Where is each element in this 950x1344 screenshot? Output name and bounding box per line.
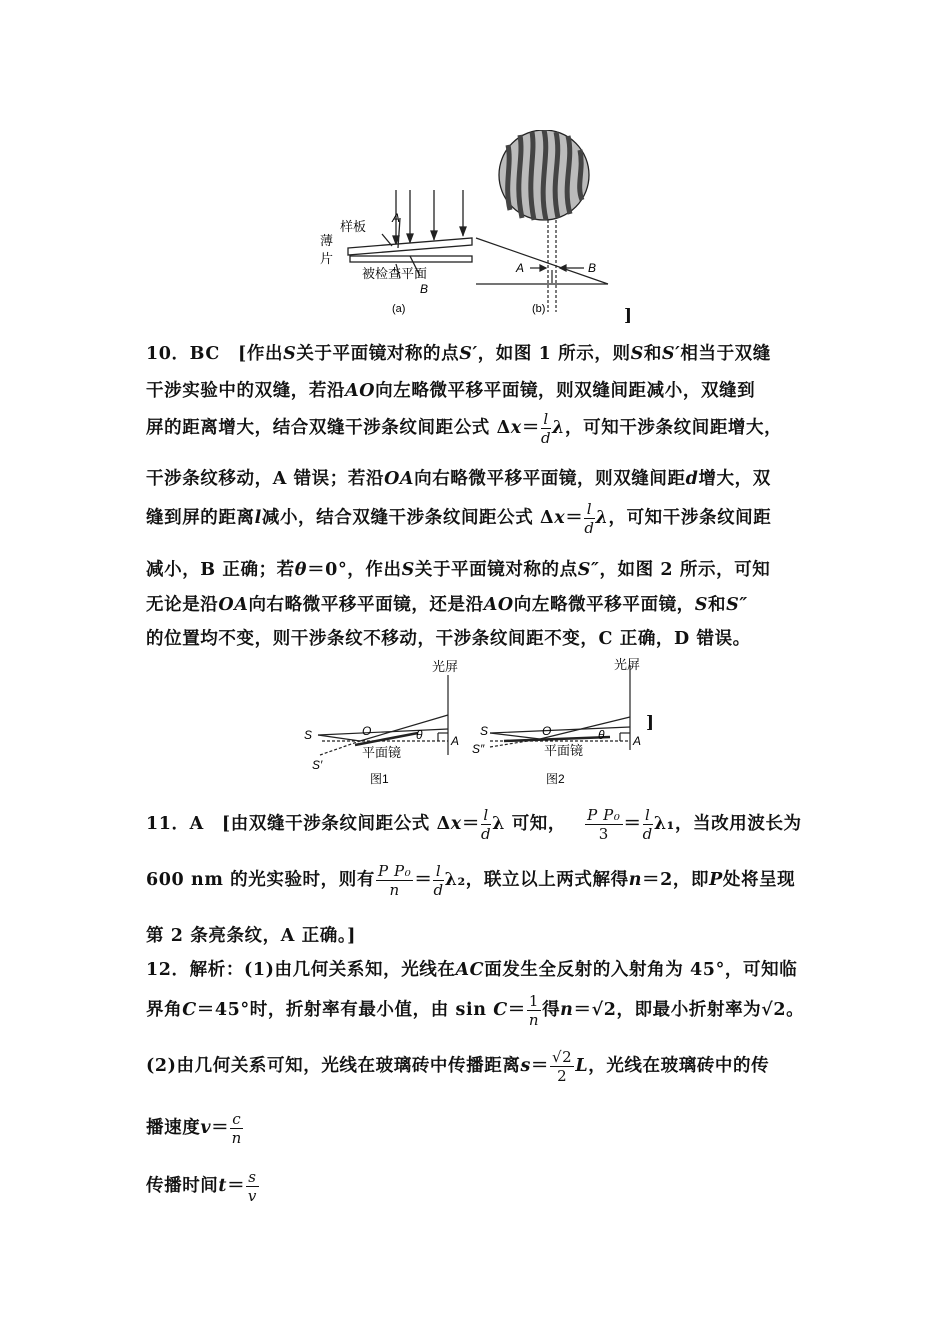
caption-a: (a) xyxy=(392,303,406,315)
label-O-1: O xyxy=(362,724,372,738)
bracket-mid: ] xyxy=(646,713,655,733)
label-a-A: A xyxy=(392,211,401,225)
q11-line3: 第 2 条亮条纹，A 正确。] xyxy=(146,926,357,946)
label-screen-1: 光屏 xyxy=(432,659,459,674)
figure-a xyxy=(348,190,472,278)
label-A-1: A xyxy=(451,734,460,748)
label-O-2: O xyxy=(542,724,552,738)
label-mirror-1: 平面镜 xyxy=(362,745,402,760)
label-S-2: S xyxy=(480,724,489,738)
q10-line2: 干涉实验中的双缝，若沿AO向左略微平移平面镜，则双缝间距减小，双缝到 xyxy=(146,381,756,401)
figure-interference-sample xyxy=(300,130,640,330)
label-mirror-2: 平面镜 xyxy=(544,743,584,758)
fraction-c-over-n: $\frac{c}{n}$ xyxy=(231,1110,242,1147)
label-b-A: A xyxy=(516,261,525,275)
fraction-l-over-d: $\frac{l}{d}$ xyxy=(540,410,552,447)
fraction-1-over-n: $\frac{1}{n}$ xyxy=(528,992,540,1029)
figure-b xyxy=(476,130,608,312)
fraction-l-over-d-3: $\frac{l}{d}$ xyxy=(480,806,492,843)
q12-line1: 12．解析：(1)由几何关系知，光线在AC面发生全反射的入射角为 45°，可知临 xyxy=(146,960,798,980)
q12-line3: (2)由几何关系可知，光线在玻璃砖中传播距离s＝ $\frac{√2}{2}$ L，光线在玻璃砖中的传 xyxy=(146,1048,770,1085)
label-screen-2: 光屏 xyxy=(614,657,641,672)
label-theta-1: θ xyxy=(416,728,423,742)
q10-line8: 的位置均不变，则干涉条纹不移动，干涉条纹间距不变，C 正确，D 错误。 xyxy=(146,629,751,649)
label-checked: 被检查平面 xyxy=(362,266,428,281)
q12-line5: 传播时间t＝ $\frac{s}{v}$ xyxy=(146,1168,257,1205)
label-bobbin: 薄 xyxy=(320,233,334,248)
q10-line5: 缝到屏的距离l减小，结合双缝干涉条纹间距公式 Δx＝ $\frac{l}{d}$ λ，可知干涉条纹间距 xyxy=(146,500,772,537)
q10-line4: 干涉条纹移动，A 错误；若沿OA向右略微平移平面镜，则双缝间距d增大，双 xyxy=(146,469,771,489)
q10-line3: 屏的距离增大，结合双缝干涉条纹间距公式 Δx＝ $\frac{l}{d}$ λ，可知干涉条纹间距增大， xyxy=(146,410,783,447)
label-yangban: 样板 xyxy=(340,219,367,234)
q12-line4: 播速度v＝ $\frac{c}{n}$ xyxy=(146,1110,242,1147)
q10-line7: 无论是沿OA向右略微平移平面镜，还是沿AO向左略微平移平面镜，S和S″ xyxy=(146,595,748,615)
fraction-pp0-over-n: $\frac{\text{P P₀}}{n}$ xyxy=(377,862,412,899)
fraction-l-over-d-5: $\frac{l}{d}$ xyxy=(433,862,444,899)
q11-line2: 600 nm 的光实验时，则有 $\frac{\text{P P₀}}{n}$ ＝ $\frac{l}{d}$ λ₂，联立以上两式解得n＝2，即P处将呈现 xyxy=(146,862,796,899)
q10-line1: 10．BC [作出S关于平面镜对称的点S′，如图 1 所示，则S和S′相当于双缝 xyxy=(146,344,771,364)
label-a-B: B xyxy=(420,282,429,296)
q12-line2: 界角C＝45°时，折射率有最小值，由 sin C＝ $\frac{1}{n}$ 得n＝√2，即最小折射率为√2。 xyxy=(146,992,805,1029)
fraction-s-over-v: $\frac{s}{v}$ xyxy=(247,1168,257,1205)
q10-line6: 减小，B 正确；若θ＝0°，作出S关于平面镜对称的点S″，如图 2 所示，可知 xyxy=(146,560,771,580)
fraction-l-over-d-4: $\frac{l}{d}$ xyxy=(642,806,653,843)
label-Spp: S″ xyxy=(472,742,485,756)
label-A-2: A xyxy=(633,734,642,748)
fraction-pp0-over-3: $\frac{\text{P P₀}}{3}$ xyxy=(587,806,621,843)
label-pian: 片 xyxy=(320,251,334,266)
bracket-top: ] xyxy=(624,306,633,326)
label-theta-2: θ xyxy=(598,728,605,742)
q11-line1: 11．A [由双缝干涉条纹间距公式 Δx＝ $\frac{l}{d}$ λ 可知， $\frac{\text{P P₀}}{3}$ ＝ $\frac{l}{d}$ λ₁，当改用波长为 xyxy=(146,806,802,843)
label-S-1: S xyxy=(304,728,313,742)
label-b-B: B xyxy=(588,261,597,275)
caption-b: (b) xyxy=(532,303,546,315)
figure-mirror-double-slit xyxy=(300,655,660,790)
fraction-sqrt2-over-2: $\frac{√2}{2}$ xyxy=(552,1048,573,1085)
label-Sp: S′ xyxy=(312,758,323,772)
label-fig2: 图2 xyxy=(546,772,565,786)
label-fig1: 图1 xyxy=(370,772,389,786)
fraction-l-over-d-2: $\frac{l}{d}$ xyxy=(584,500,595,537)
